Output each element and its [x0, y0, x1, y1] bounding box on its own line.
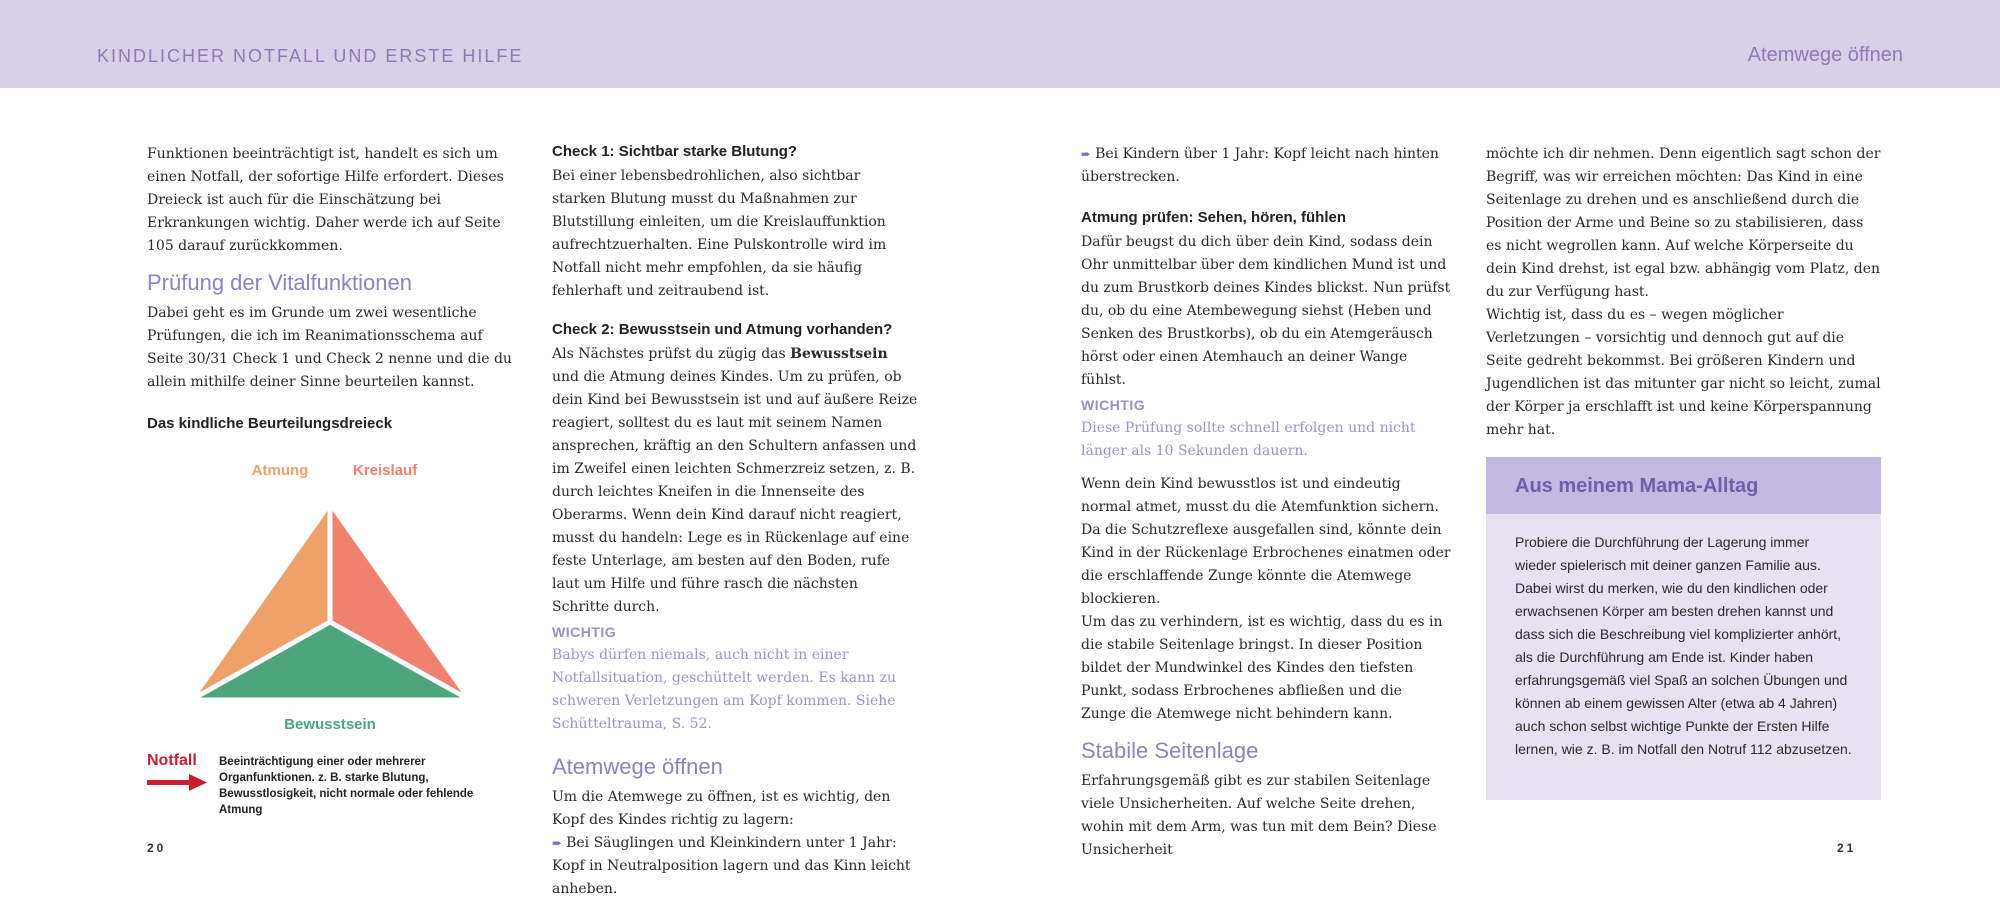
wichtig-paragraph-col4: Wichtig ist, dass du es – wegen möglicher Verletzungen – vorsichtig und dennoch gut auf die Seite gedreht bekommst. Bei größeren Kindern und Jugendlichen ist das mitunter gar nicht so leicht, zumal der Körper ja erschlafft ist und keine Körperspannung mehr hat.: [1486, 307, 1881, 438]
notfall-label: Notfall: [147, 752, 197, 769]
check2-paragraph: [552, 343, 918, 619]
assessment-triangle: [140, 455, 510, 755]
check2-pre: Als Nächstes prüfst du zügig das: [552, 346, 791, 362]
column-3: [1081, 143, 1451, 862]
check2-heading: Check 2: Bewusstsein und Atmung vorhanden?: [552, 321, 893, 338]
wichtig-paragraph: Babys dürfen niemals, auch nicht in einer Notfallsituation, geschüttelt werden. Es kann zu schweren Verletzungen am Kopf kommen. Siehe Schütteltrauma, S. 52.: [552, 647, 896, 732]
heading-atemwege: Atemwege öffnen: [552, 754, 723, 779]
label-kreislauf: Kreislauf: [353, 462, 418, 479]
mama-alltag-box: [1486, 457, 1881, 800]
heading-stabile-seitenlage: Stabile Seitenlage: [1081, 738, 1259, 763]
heading-vitalfunktionen: Prüfung der Vitalfunktionen: [147, 270, 412, 295]
wichtig-label: WICHTIG: [552, 624, 617, 640]
running-header: [0, 0, 2000, 88]
atemwege-paragraph: Um die Atemwege zu öffnen, ist es wichtig, den Kopf des Kindes richtig zu lagern:: [552, 789, 891, 828]
check2-bold: Bewusstsein: [790, 346, 888, 362]
bullet-arrow-icon: ➨: [1081, 147, 1092, 161]
check2-post: und die Atmung deines Kindes. Um zu prüfen, ob dein Kind bei Bewusstsein ist und auf äußere Reize reagiert, solltest du es laut mit seinem Namen ansprechen, kräftig an den Schultern anfassen und im Zweifel einen leichten Schmerzreiz setzen, z. B. durch leichtes Kneifen in die Innenseite des Oberarms. Wenn dein Kind darauf nicht reagiert, musst du handeln: Lege es in Rückenlage auf eine feste Unterlage, am besten auf den Boden, rufe laut um Hilfe und führe rasch die nächsten Schritte durch.: [552, 369, 918, 615]
bullet-arrow-icon: ➨: [552, 836, 563, 850]
bullet-kinder-text: Bei Kindern über 1 Jahr: Kopf leicht nach hinten überstrecken.: [1081, 146, 1439, 185]
box-text: Probiere die Durchführung der Lagerung immer wieder spielerisch mit deiner ganzen Familie aus. Dabei wirst du merken, wie du den kindlichen oder erwachsenen Körper am besten drehen kannst und dass sich die Beschreibung viel komplizierter anhört, als die Durchführung am Ende ist. Kinder haben erfahrungsgemäß viel Spaß an solchen Übungen und können ab einem gewissen Alter (etwa ab 4 Jahren) auch schon selbst wichtige Punkte der Ersten Hilfe lernen, wie z. B. im Notfall den Notruf 112 abzusetzen.: [1515, 534, 1852, 757]
vital-paragraph: Dabei geht es im Grunde um zwei wesentliche Prüfungen, die ich im Reanimationsschema auf Seite 30/31 Check 1 und Check 2 nenne und die du allein mithilfe deiner Sinne beurteilen kannst.: [147, 305, 512, 390]
atmung-paragraph: Dafür beugst du dich über dein Kind, sodass dein Ohr unmittelbar über dem kindlichen Mund ist und du zum Brustkorb deines Kindes blickst. Nun prüfst du, ob du eine Atembewegung siehst (Heben und Senken des Brustkorbs), ob du ein Atemgeräusch hörst oder einen Atemhauch an deiner Wange fühlst.: [1081, 234, 1451, 388]
check1-heading: Check 1: Sichtbar starke Blutung?: [552, 143, 798, 160]
label-bewusstsein: Bewusstsein: [284, 716, 376, 733]
check1-paragraph: Bei einer lebensbedrohlichen, also sichtbar starken Blutung musst du Maßnahmen zur Blutstillung einleiten, um die Kreislauffunktion aufrechtzuerhalten. Eine Pulskontrolle wird im Notfall nicht mehr empfohlen, da sie häufig fehlerhaft und zeitraubend ist.: [552, 168, 887, 299]
column-4: [1486, 143, 1881, 442]
atmung-heading: Atmung prüfen: Sehen, hören, fühlen: [1081, 209, 1346, 226]
diagram-title: Das kindliche Beurteilungsdreieck: [147, 415, 393, 432]
page-number-left: 20: [147, 841, 167, 855]
column-1: [147, 143, 512, 394]
section-title: Atemwege öffnen: [1747, 44, 1903, 66]
notfall-description: Beeinträchtigung einer oder mehrerer Organfunktionen. z. B. starke Blutung, Bewusstlosigkeit, nicht normale oder fehlende Atmung: [219, 756, 474, 816]
arrow-right-icon: [147, 774, 207, 792]
bullet-saeuglinge: [552, 832, 918, 901]
seitenlage-reason-paragraph: Um das zu verhindern, ist es wichtig, dass du es in die stabile Seitenlage bringst. In dieser Position bildet der Mundwinkel des Kindes den tiefsten Punkt, sodass Erbrochenes abfließen und die Zunge die Atemwege nicht behindern kann.: [1081, 614, 1443, 722]
box-title: Aus meinem Mama-Alltag: [1486, 457, 1881, 514]
wichtig-paragraph-2: Diese Prüfung sollte schnell erfolgen und nicht länger als 10 Sekunden dauern.: [1081, 420, 1416, 459]
seitenlage-paragraph: Erfahrungsgemäß gibt es zur stabilen Seitenlage viele Unsicherheiten. Auf welche Seite drehen, wohin mit dem Arm, was tun mit dem Bein? Diese Unsicherheit: [1081, 773, 1437, 858]
page-number-right: 21: [1837, 841, 1857, 855]
seitenlage-intro-paragraph: Wenn dein Kind bewusstlos ist und eindeutig normal atmet, musst du die Atemfunktion sichern. Da die Schutzreflexe ausgefallen sind, könnte dein Kind in der Rückenlage Erbrochenes einatmen oder die erschlaffende Zunge könnte die Atemwege blockieren.: [1081, 476, 1451, 607]
column-2: [552, 140, 918, 901]
bullet-kinder: [1081, 143, 1451, 189]
bullet-saeuglinge-text: Bei Säuglingen und Kleinkindern unter 1 Jahr: Kopf in Neutralposition lagern und das Kinn leicht anheben.: [552, 835, 911, 897]
continuation-paragraph: möchte ich dir nehmen. Denn eigentlich sagt schon der Begriff, was wir erreichen möchten: Das Kind in eine Seitenlage zu drehen und es anschließend durch die Position der Arme und Beine so zu stabilisieren, dass es nicht wegrollen kann. Auf welche Körperseite du dein Kind drehst, ist egal bzw. abhängig vom Platz, den du zur Verfügung hast.: [1486, 146, 1881, 300]
chapter-title: KINDLICHER NOTFALL UND ERSTE HILFE: [97, 46, 524, 66]
wichtig-label-2: WICHTIG: [1081, 397, 1146, 413]
label-atmung: Atmung: [251, 462, 309, 479]
intro-paragraph: Funktionen beeinträchtigt ist, handelt es sich um einen Notfall, der sofortige Hilfe erfordert. Dieses Dreieck ist auch für die Einschätzung bei Erkrankungen wichtig. Daher werde ich auf Seite 105 darauf zurückkommen.: [147, 146, 504, 254]
